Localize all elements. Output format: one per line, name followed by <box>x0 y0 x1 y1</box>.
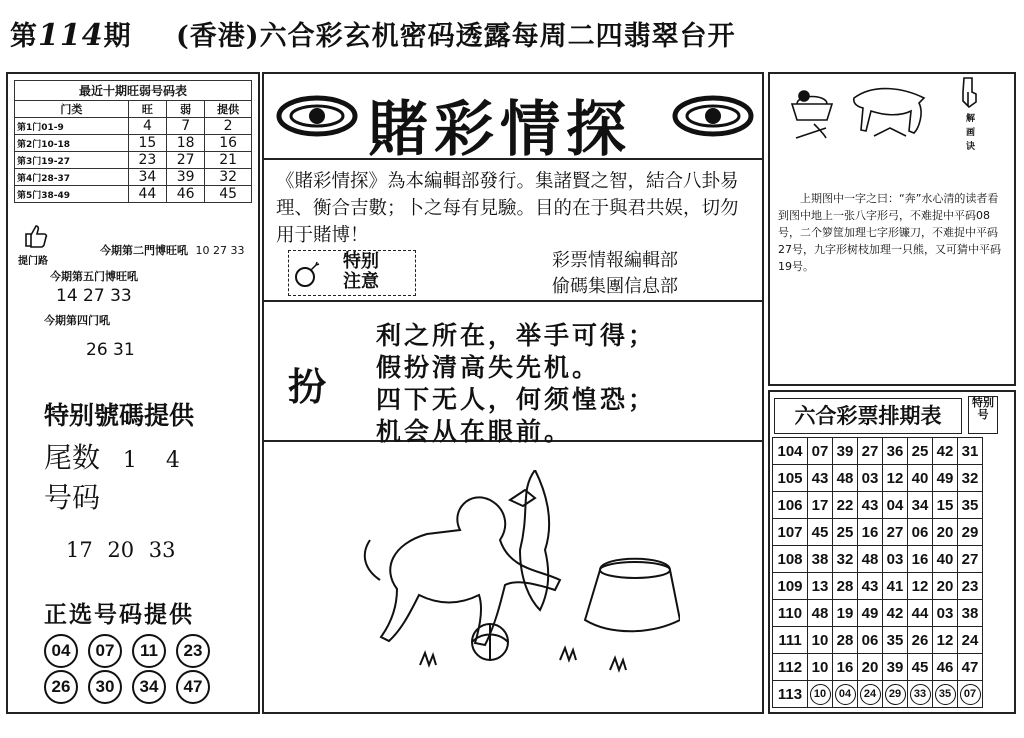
circled-number: 10 <box>810 684 831 705</box>
cell: 2 <box>205 118 252 135</box>
pick-number: 07 <box>88 634 122 668</box>
cell: 18 <box>167 135 205 152</box>
cell: 16 <box>833 654 858 681</box>
pick-number: 34 <box>132 670 166 704</box>
cell: 45 <box>205 186 252 203</box>
table-row <box>773 627 983 654</box>
cell: 34 <box>128 169 166 186</box>
cell: 28 <box>833 573 858 600</box>
poem <box>376 316 656 444</box>
cell: 20 <box>858 654 883 681</box>
cell: 113 <box>773 681 808 708</box>
cell: 111 <box>773 627 808 654</box>
cell <box>883 681 908 708</box>
table-row <box>773 438 983 465</box>
poem-line: 利之所在，举手可得； <box>376 321 657 350</box>
picks-row-1 <box>44 634 220 668</box>
cell: 29 <box>958 519 983 546</box>
schedule-title: 六合彩票排期表 <box>774 398 962 434</box>
badge-line: 注意 <box>343 271 379 292</box>
cell: 44 <box>128 186 166 203</box>
cell: 10 <box>808 627 833 654</box>
cell: 39 <box>883 654 908 681</box>
cell: 06 <box>858 627 883 654</box>
special-title: 特别號碼提供 <box>44 401 195 430</box>
cell: 110 <box>773 600 808 627</box>
cell <box>958 681 983 708</box>
picks-title: 正选号码提供 <box>44 601 194 628</box>
stats-table-title: 最近十期旺弱号码表 <box>14 80 252 100</box>
side-label: 解画诀 <box>966 114 976 152</box>
intro-text: 《賭彩情探》為本編輯部發行。集諸賢之智，結合八卦易理、衡合吉數；卜之每有見驗。目的在于與君共娱，切勿用于賭博！ <box>276 171 739 246</box>
pick-number: 47 <box>176 670 210 704</box>
cell: 46 <box>933 654 958 681</box>
cell: 16 <box>205 135 252 152</box>
schedule-table <box>772 437 983 708</box>
cell: 47 <box>958 654 983 681</box>
poem-line: 假扮清高失先机。 <box>376 353 601 382</box>
table-row <box>773 573 983 600</box>
tip-line-2-label: 今期第五门博旺吼 <box>50 270 138 283</box>
circled-number: 35 <box>935 684 956 705</box>
cell: 23 <box>128 152 166 169</box>
cell: 第3门19-27 <box>15 152 129 169</box>
circled-number: 24 <box>860 684 881 705</box>
cell: 21 <box>205 152 252 169</box>
cell: 34 <box>908 492 933 519</box>
cell: 27 <box>858 438 883 465</box>
cell: 40 <box>908 465 933 492</box>
cell: 07 <box>808 438 833 465</box>
cell: 16 <box>908 546 933 573</box>
col-header: 弱 <box>167 101 205 118</box>
stats-table-block <box>14 80 252 203</box>
col-header: 提供 <box>205 101 252 118</box>
cell: 03 <box>883 546 908 573</box>
attention-badge <box>288 250 416 296</box>
table-row <box>773 465 983 492</box>
cell: 32 <box>205 169 252 186</box>
cell <box>908 681 933 708</box>
cell <box>833 681 858 708</box>
cell: 32 <box>958 465 983 492</box>
tail-row <box>44 436 180 476</box>
pick-number: 23 <box>176 634 210 668</box>
tail-numbers: 1 4 <box>122 448 180 473</box>
table-row <box>773 546 983 573</box>
cell: 第2门10-18 <box>15 135 129 152</box>
page-header <box>10 14 736 53</box>
cell: 109 <box>773 573 808 600</box>
cell: 104 <box>773 438 808 465</box>
cell: 48 <box>858 546 883 573</box>
col-header: 门类 <box>15 101 129 118</box>
poem-line: 四下无人，何须惶恐； <box>376 385 657 414</box>
col-header: 旺 <box>128 101 166 118</box>
cell: 4 <box>128 118 166 135</box>
tip-line-3-label: 今期第四门吼 <box>44 314 110 327</box>
cell: 44 <box>908 600 933 627</box>
badge-line: 特别 <box>343 251 379 272</box>
cell: 38 <box>958 600 983 627</box>
cell: 27 <box>167 152 205 169</box>
cell <box>933 681 958 708</box>
cell: 32 <box>833 546 858 573</box>
table-row <box>15 135 252 152</box>
issue-number: 114 <box>38 18 104 53</box>
badge-text <box>343 252 379 292</box>
cell: 25 <box>833 519 858 546</box>
tip-line-1 <box>100 242 244 258</box>
cell: 105 <box>773 465 808 492</box>
cell: 10 <box>808 654 833 681</box>
cell: 43 <box>808 465 833 492</box>
cell: 49 <box>858 600 883 627</box>
cell: 03 <box>933 600 958 627</box>
org-2: 偷碼集團信息部 <box>552 276 678 297</box>
stats-table <box>14 100 252 203</box>
circled-number: 04 <box>835 684 856 705</box>
cell: 42 <box>933 438 958 465</box>
cell <box>858 681 883 708</box>
cell: 17 <box>808 492 833 519</box>
cell: 03 <box>858 465 883 492</box>
table-row <box>15 169 252 186</box>
tip-label: 今期第二門博旺吼 <box>100 244 188 257</box>
divider <box>262 300 764 302</box>
previous-puzzle-illustration <box>784 78 944 146</box>
org-1: 彩票情報編輯部 <box>552 250 678 271</box>
table-row <box>15 186 252 203</box>
cell: 24 <box>958 627 983 654</box>
table-row <box>773 654 983 681</box>
circled-number: 33 <box>910 684 931 705</box>
cell: 第1门01-9 <box>15 118 129 135</box>
picks-row-2 <box>44 670 220 704</box>
cell: 27 <box>883 519 908 546</box>
cell: 112 <box>773 654 808 681</box>
cell: 12 <box>883 465 908 492</box>
cell: 48 <box>808 600 833 627</box>
cell: 35 <box>958 492 983 519</box>
cell: 第5门38-49 <box>15 186 129 203</box>
pick-number: 26 <box>44 670 78 704</box>
cell: 40 <box>933 546 958 573</box>
cell: 41 <box>883 573 908 600</box>
cell: 15 <box>933 492 958 519</box>
tip-line-3-numbers: 26 31 <box>86 340 135 360</box>
issue-suffix: 期 <box>103 21 132 52</box>
cell: 23 <box>958 573 983 600</box>
cell: 12 <box>933 627 958 654</box>
pointing-hand-icon <box>958 76 980 108</box>
cell: 16 <box>858 519 883 546</box>
code-numbers: 17 20 33 <box>66 538 176 562</box>
cell: 43 <box>858 492 883 519</box>
cell: 7 <box>167 118 205 135</box>
table-row <box>15 118 252 135</box>
cell: 27 <box>958 546 983 573</box>
cell: 28 <box>833 627 858 654</box>
issue-prefix: 第 <box>10 21 38 52</box>
cell: 42 <box>883 600 908 627</box>
table-row <box>15 152 252 169</box>
cell: 39 <box>833 438 858 465</box>
cell: 36 <box>883 438 908 465</box>
cell: 106 <box>773 492 808 519</box>
code-label: 号码 <box>44 481 101 514</box>
tail-label: 尾数 <box>44 441 101 474</box>
cell: 15 <box>128 135 166 152</box>
table-row <box>773 681 983 708</box>
cell: 48 <box>833 465 858 492</box>
cell: 38 <box>808 546 833 573</box>
cell: 43 <box>858 573 883 600</box>
masthead: 賭彩情探 <box>368 95 632 165</box>
cell: 06 <box>908 519 933 546</box>
cell: 26 <box>908 627 933 654</box>
cell: 12 <box>908 573 933 600</box>
cell: 13 <box>808 573 833 600</box>
circled-number: 07 <box>960 684 981 705</box>
pick-number: 04 <box>44 634 78 668</box>
cell: 35 <box>883 627 908 654</box>
thumbs-up-icon <box>22 222 48 248</box>
hand-label: 提门路 <box>18 256 48 267</box>
cell: 22 <box>833 492 858 519</box>
table-row <box>773 519 983 546</box>
cell: 45 <box>908 654 933 681</box>
cell: 108 <box>773 546 808 573</box>
cell: 25 <box>908 438 933 465</box>
special-number-label: 特别号 <box>968 396 998 434</box>
riddle-character: 扮 <box>288 364 327 409</box>
eye-icon <box>672 92 754 140</box>
explanation-text: 上期图中一字之曰：“奔”水心清的读者看到图中地上一张八字形弓，不难捉中平码08号，二个箩筐加理七字形镰刀，不难捉中平码27号，九字形树枝加理一只熊，又可猜中平码19号。 <box>778 192 1001 273</box>
circled-number: 29 <box>885 684 906 705</box>
cell: 46 <box>167 186 205 203</box>
pick-number: 11 <box>132 634 166 668</box>
cell: 20 <box>933 573 958 600</box>
cell: 31 <box>958 438 983 465</box>
poem-line: 机会从在眼前。 <box>376 417 573 446</box>
table-row <box>773 492 983 519</box>
tip-line-2-numbers: 14 27 33 <box>56 286 132 306</box>
cell: 20 <box>933 519 958 546</box>
tip-numbers: 10 27 33 <box>195 244 245 257</box>
cell: 45 <box>808 519 833 546</box>
cell: 39 <box>167 169 205 186</box>
table-row <box>773 600 983 627</box>
cell: 04 <box>883 492 908 519</box>
cell: 第4门28-37 <box>15 169 129 186</box>
bomb-icon <box>293 261 323 289</box>
eye-icon <box>276 92 358 140</box>
puzzle-illustration <box>360 470 680 680</box>
pick-number: 30 <box>88 670 122 704</box>
header-title: (香港)六合彩玄机密码透露每周二四翡翠台开 <box>176 21 736 52</box>
cell <box>808 681 833 708</box>
cell: 107 <box>773 519 808 546</box>
cell: 49 <box>933 465 958 492</box>
cell: 19 <box>833 600 858 627</box>
